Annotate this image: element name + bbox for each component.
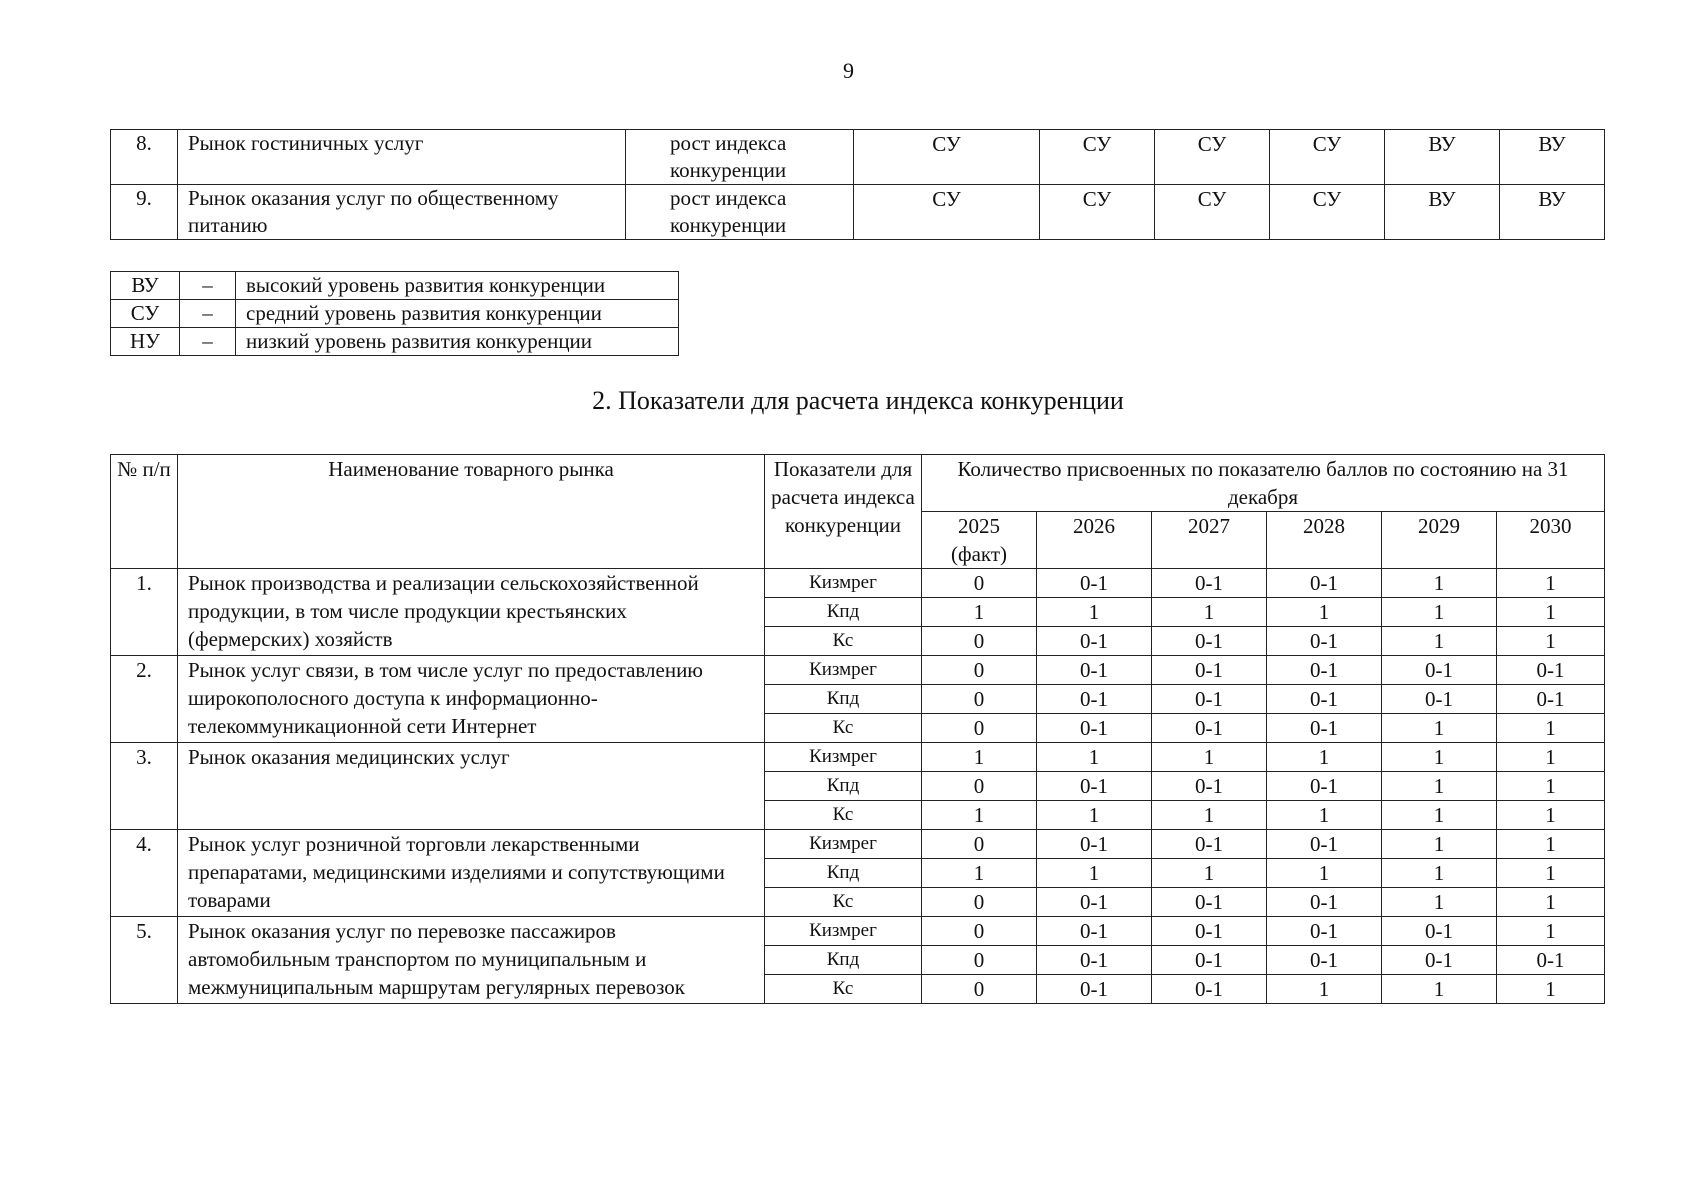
legend-row — [111, 328, 679, 356]
score-cell: 1 — [1152, 801, 1267, 830]
level-cell: СУ — [854, 130, 1040, 185]
score-cell: 1 — [1382, 975, 1497, 1004]
score-cell: 1 — [1497, 743, 1605, 772]
legend-row — [111, 300, 679, 328]
score-cell: 0-1 — [1152, 656, 1267, 685]
score-cell: 0-1 — [1267, 772, 1382, 801]
market-name: Рынок производства и реализации сельскохозяйственной продукции, в том числе продукции крестьянских (фермерских) хозяйств — [178, 569, 765, 656]
level-cell: СУ — [1155, 130, 1270, 185]
score-cell: 1 — [1037, 743, 1152, 772]
score-cell: 1 — [1382, 888, 1497, 917]
score-cell: 0-1 — [1037, 888, 1152, 917]
score-cell: 0-1 — [1152, 714, 1267, 743]
score-cell: 0-1 — [1497, 656, 1605, 685]
section-title: 2. Показатели для расчета индекса конкуренции — [592, 386, 1124, 415]
indicator-code: Кс — [765, 975, 922, 1004]
score-cell: 0-1 — [1267, 714, 1382, 743]
score-cell: 0 — [922, 946, 1037, 975]
level-cell: СУ — [854, 185, 1040, 240]
score-cell: 1 — [1152, 859, 1267, 888]
score-cell: 1 — [1267, 975, 1382, 1004]
level-cell: СУ — [1040, 130, 1155, 185]
score-cell: 0-1 — [1267, 685, 1382, 714]
market-name: Рынок услуг связи, в том числе услуг по предоставлению широкополосного доступа к информационно-телекоммуникационной сети Интернет — [178, 656, 765, 743]
header-year-2028: 2028 — [1267, 512, 1382, 569]
score-cell: 1 — [1497, 772, 1605, 801]
score-cell: 0-1 — [1267, 888, 1382, 917]
row-number: 9. — [111, 185, 178, 240]
market-name: Рынок услуг розничной торговли лекарственными препаратами, медицинскими изделиями и сопутствующими товарами — [178, 830, 765, 917]
score-cell: 0-1 — [1152, 975, 1267, 1004]
score-cell: 0 — [922, 569, 1037, 598]
score-cell: 0-1 — [1152, 888, 1267, 917]
market-levels-table — [110, 129, 1605, 240]
table-row — [111, 569, 1605, 598]
header-year-2025: 2025 (факт) — [922, 512, 1037, 569]
market-name: Рынок оказания медицинских услуг — [178, 743, 765, 830]
table-row — [111, 656, 1605, 685]
table-row — [111, 185, 1605, 240]
header-year-2027: 2027 — [1152, 512, 1267, 569]
page-number: 9 — [843, 58, 854, 83]
score-cell: 0-1 — [1382, 946, 1497, 975]
score-cell: 0 — [922, 714, 1037, 743]
score-cell: 1 — [1382, 598, 1497, 627]
score-cell: 0 — [922, 772, 1037, 801]
score-cell: 0-1 — [1152, 627, 1267, 656]
indicator-code: Кизмрег — [765, 569, 922, 598]
score-cell: 1 — [1037, 801, 1152, 830]
level-cell: ВУ — [1385, 185, 1500, 240]
indicator-text: рост индекса конкуренции — [626, 185, 854, 240]
legend-text: высокий уровень развития конкуренции — [236, 272, 679, 300]
header-year-2030: 2030 — [1497, 512, 1605, 569]
score-cell: 1 — [1382, 569, 1497, 598]
score-cell: 0-1 — [1037, 946, 1152, 975]
score-cell: 1 — [1382, 627, 1497, 656]
score-cell: 1 — [1152, 743, 1267, 772]
row-number: 8. — [111, 130, 178, 185]
indicator-code: Кизмрег — [765, 656, 922, 685]
score-cell: 0 — [922, 917, 1037, 946]
score-cell: 0-1 — [1382, 917, 1497, 946]
level-cell: СУ — [1155, 185, 1270, 240]
score-cell: 1 — [1267, 598, 1382, 627]
score-cell: 0 — [922, 627, 1037, 656]
score-cell: 0-1 — [1037, 656, 1152, 685]
header-market-name: Наименование товарного рынка — [178, 455, 765, 569]
score-cell: 0-1 — [1152, 685, 1267, 714]
legend-row — [111, 272, 679, 300]
group-number: 1. — [111, 569, 178, 656]
header-year-2026: 2026 — [1037, 512, 1152, 569]
score-cell: 1 — [1497, 859, 1605, 888]
score-cell: 0-1 — [1152, 917, 1267, 946]
indicator-code: Кпд — [765, 598, 922, 627]
legend-dash: – — [180, 300, 236, 328]
score-cell: 1 — [922, 801, 1037, 830]
score-cell: 0 — [922, 888, 1037, 917]
level-cell: СУ — [1270, 185, 1385, 240]
score-cell: 0-1 — [1037, 917, 1152, 946]
indicator-code: Кс — [765, 801, 922, 830]
indicator-code: Кпд — [765, 685, 922, 714]
legend-code: НУ — [111, 328, 180, 356]
header-indicators: Показатели для расчета индекса конкуренции — [765, 455, 922, 569]
table-row — [111, 743, 1605, 772]
level-cell: СУ — [1270, 130, 1385, 185]
score-cell: 0-1 — [1037, 569, 1152, 598]
group-number: 3. — [111, 743, 178, 830]
score-cell: 1 — [1382, 743, 1497, 772]
score-cell: 1 — [1037, 859, 1152, 888]
score-cell: 0-1 — [1267, 656, 1382, 685]
level-cell: СУ — [1040, 185, 1155, 240]
legend-code: ВУ — [111, 272, 180, 300]
score-cell: 1 — [1037, 598, 1152, 627]
score-cell: 0-1 — [1037, 714, 1152, 743]
level-cell: ВУ — [1500, 130, 1605, 185]
score-cell: 1 — [1497, 975, 1605, 1004]
score-cell: 0 — [922, 685, 1037, 714]
legend-text: низкий уровень развития конкуренции — [236, 328, 679, 356]
indicator-text: рост индекса конкуренции — [626, 130, 854, 185]
market-name: Рынок оказания услуг по перевозке пассажиров автомобильным транспортом по муниципальным и межмуниципальным маршрутам регулярных перевозок — [178, 917, 765, 1004]
legend-dash: – — [180, 328, 236, 356]
score-cell: 0-1 — [1037, 975, 1152, 1004]
score-cell: 0 — [922, 830, 1037, 859]
group-number: 5. — [111, 917, 178, 1004]
score-cell: 1 — [922, 598, 1037, 627]
score-cell: 1 — [1267, 801, 1382, 830]
score-cell: 1 — [1267, 743, 1382, 772]
legend-text: средний уровень развития конкуренции — [236, 300, 679, 328]
indicator-code: Кпд — [765, 859, 922, 888]
score-cell: 1 — [1382, 772, 1497, 801]
score-cell: 1 — [1497, 627, 1605, 656]
score-cell: 0-1 — [1037, 830, 1152, 859]
score-cell: 1 — [1267, 859, 1382, 888]
header-year-2029: 2029 — [1382, 512, 1497, 569]
score-cell: 0-1 — [1497, 685, 1605, 714]
score-cell: 1 — [1497, 801, 1605, 830]
score-cell: 0-1 — [1267, 830, 1382, 859]
score-cell: 1 — [1497, 598, 1605, 627]
score-cell: 0-1 — [1152, 569, 1267, 598]
score-cell: 0-1 — [1267, 946, 1382, 975]
indicator-code: Кс — [765, 627, 922, 656]
score-cell: 0-1 — [1497, 946, 1605, 975]
header-points: Количество присвоенных по показателю баллов по состоянию на 31 декабря — [922, 455, 1605, 512]
indicator-code: Кпд — [765, 772, 922, 801]
score-cell: 1 — [1497, 569, 1605, 598]
score-cell: 0 — [922, 656, 1037, 685]
group-number: 4. — [111, 830, 178, 917]
market-name: Рынок оказания услуг по общественному питанию — [178, 185, 626, 240]
score-cell: 0-1 — [1382, 685, 1497, 714]
score-cell: 0-1 — [1152, 830, 1267, 859]
score-cell: 1 — [1497, 917, 1605, 946]
table-row — [111, 830, 1605, 859]
score-cell: 0-1 — [1037, 772, 1152, 801]
group-number: 2. — [111, 656, 178, 743]
level-cell: ВУ — [1385, 130, 1500, 185]
score-cell: 0-1 — [1267, 569, 1382, 598]
table-row — [111, 917, 1605, 946]
indicator-code: Кс — [765, 888, 922, 917]
score-cell: 1 — [1152, 598, 1267, 627]
competition-index-table — [110, 454, 1605, 1004]
indicator-code: Кизмрег — [765, 743, 922, 772]
score-cell: 1 — [1382, 859, 1497, 888]
level-cell: ВУ — [1500, 185, 1605, 240]
legend-table — [110, 271, 679, 356]
score-cell: 0-1 — [1152, 772, 1267, 801]
score-cell: 1 — [1382, 830, 1497, 859]
score-cell: 0-1 — [1037, 685, 1152, 714]
score-cell: 0-1 — [1267, 917, 1382, 946]
legend-dash: – — [180, 272, 236, 300]
score-cell: 1 — [1382, 714, 1497, 743]
score-cell: 1 — [922, 743, 1037, 772]
table-row — [111, 130, 1605, 185]
score-cell: 0-1 — [1267, 627, 1382, 656]
score-cell: 1 — [1497, 888, 1605, 917]
score-cell: 1 — [1382, 801, 1497, 830]
score-cell: 0 — [922, 975, 1037, 1004]
header-num: № п/п — [111, 455, 178, 569]
score-cell: 0-1 — [1382, 656, 1497, 685]
indicator-code: Кпд — [765, 946, 922, 975]
score-cell: 1 — [922, 859, 1037, 888]
score-cell: 0-1 — [1037, 627, 1152, 656]
score-cell: 1 — [1497, 714, 1605, 743]
score-cell: 1 — [1497, 830, 1605, 859]
score-cell: 0-1 — [1152, 946, 1267, 975]
legend-code: СУ — [111, 300, 180, 328]
indicator-code: Кизмрег — [765, 830, 922, 859]
indicator-code: Кс — [765, 714, 922, 743]
indicator-code: Кизмрег — [765, 917, 922, 946]
market-name: Рынок гостиничных услуг — [178, 130, 626, 185]
